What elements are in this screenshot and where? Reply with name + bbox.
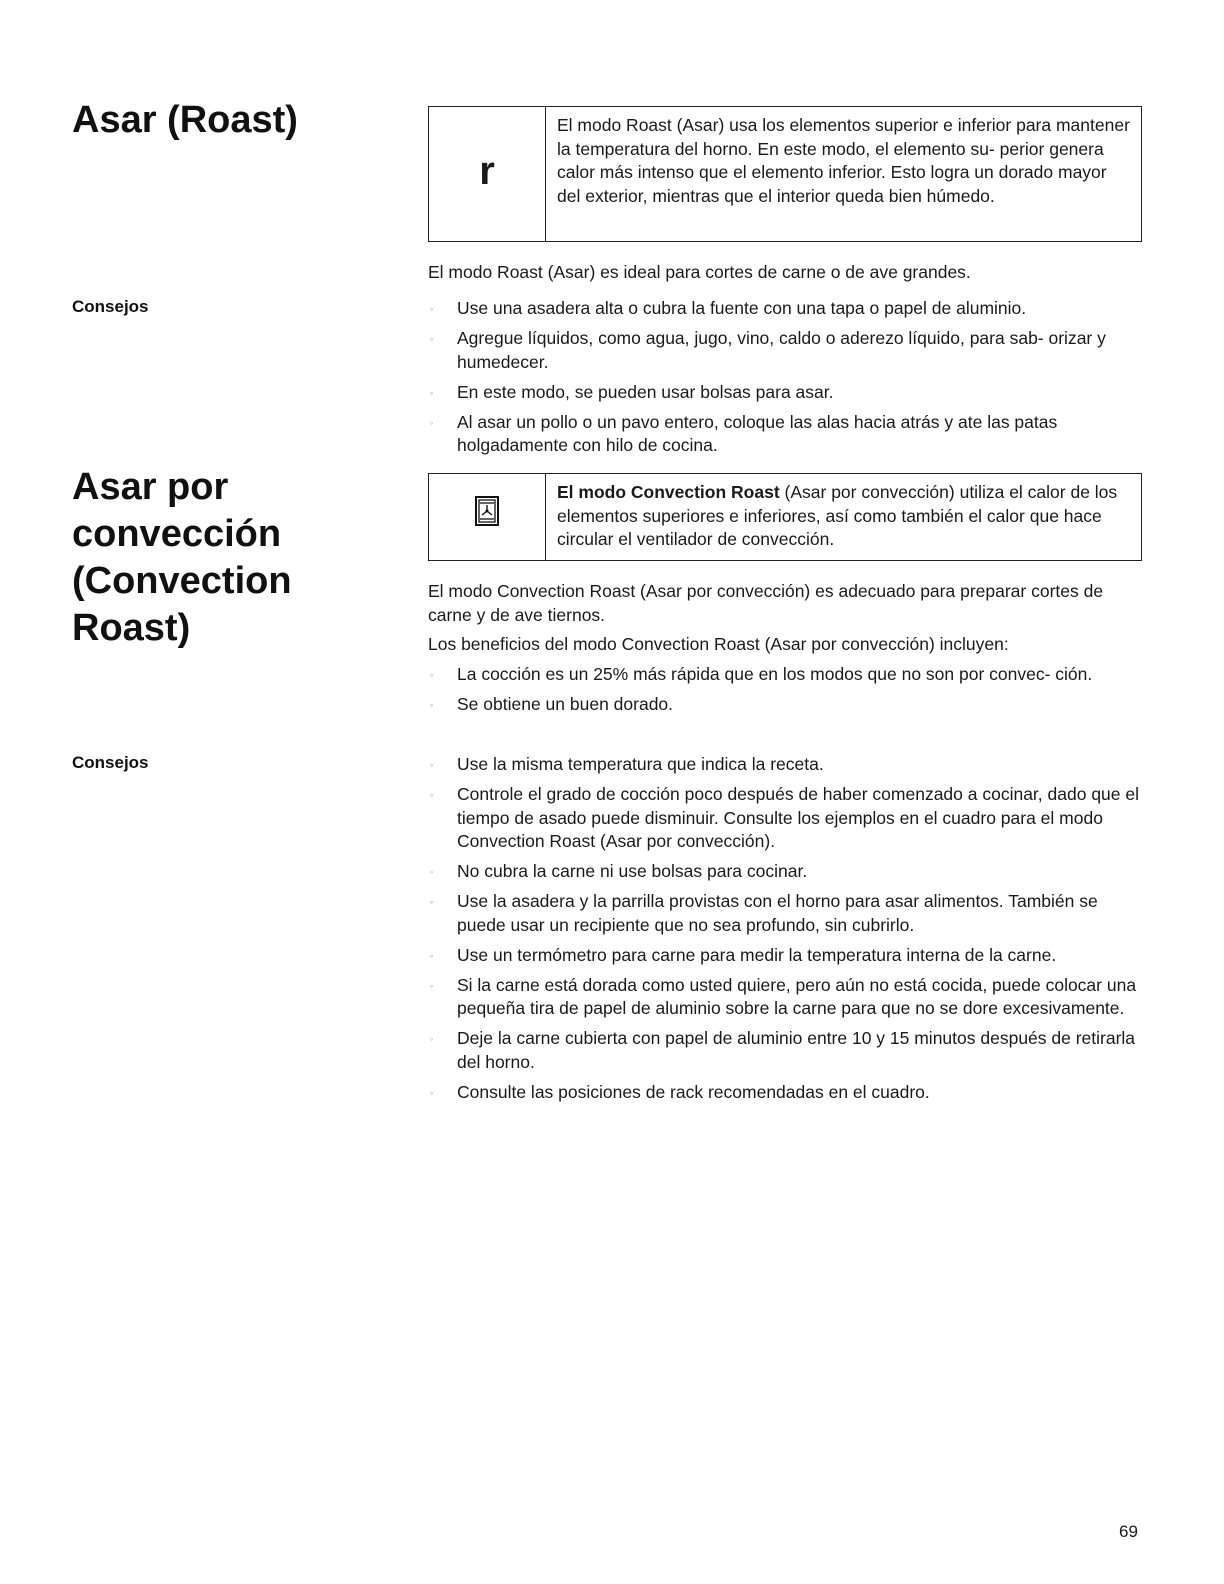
convection-heading: Asar por convección (Convection Roast) bbox=[72, 466, 292, 649]
list-item: ◦ Use una asadera alta o cubra la fuente con una tapa o papel de aluminio. bbox=[428, 297, 1142, 321]
bullet-icon: ◦ bbox=[430, 790, 434, 800]
list-item: ◦ Agregue líquidos, como agua, jugo, vino, caldo o aderezo líquido, para sab- orizar y humedecer. bbox=[430, 328, 1106, 372]
roast-heading: Asar (Roast) bbox=[72, 99, 298, 141]
convection-benefits-intro: Los beneficios del modo Convection Roast (Asar por convección) incluyen: bbox=[428, 634, 1009, 654]
roast-box-text: El modo Roast (Asar) usa los elementos superior e inferior para mantener la temperatura del horno. En este modo, el elemento su- perior genera calor más intenso que el elemento inferior. Esto logra un dorado mayor del exterior, mientras que el interior queda bien húmedo. bbox=[557, 115, 1130, 206]
roast-icon-cell bbox=[429, 107, 546, 241]
roast-mode-icon: r bbox=[479, 148, 495, 193]
list-item: ◦ No cubra la carne ni use bolsas para cocinar. bbox=[428, 860, 1142, 884]
roast-intro: El modo Roast (Asar) es ideal para cortes de carne o de ave grandes. bbox=[428, 262, 971, 282]
bullet-icon: ◦ bbox=[430, 417, 434, 428]
list-item: ◦ Use la asadera y la parrilla provistas con el horno para asar alimentos. También se puede usar un recipiente que no sea profundo, sin cubrirlo. bbox=[430, 891, 1098, 935]
bullet-icon: ◦ bbox=[430, 334, 434, 344]
bullet-icon: ◦ bbox=[430, 950, 434, 961]
bullet-icon: ◦ bbox=[430, 760, 434, 770]
convection-intro: El modo Convection Roast (Asar por convección) es adecuado para preparar cortes de carne y de ave tiernos. bbox=[428, 581, 1104, 625]
convection-tips-label: Consejos bbox=[72, 753, 149, 772]
list-item: ◦ Deje la carne cubierta con papel de aluminio entre 10 y 15 minutos después de retirarla del horno. bbox=[430, 1028, 1136, 1072]
bullet-icon: ◦ bbox=[430, 867, 434, 877]
list-item: ◦ Consulte las posiciones de rack recomendadas en el cuadro. bbox=[428, 1081, 1142, 1105]
page-number: 69 bbox=[1119, 1522, 1138, 1541]
roast-tips-label: Consejos bbox=[72, 297, 149, 316]
convection-box-bold: El modo Convection Roast bbox=[557, 482, 780, 502]
list-item: ◦ En este modo, se pueden usar bolsas para asar. bbox=[428, 381, 1142, 405]
bullet-icon: ◦ bbox=[430, 700, 434, 710]
roast-tips-list bbox=[428, 297, 1142, 464]
list-item: ◦ Se obtiene un buen dorado. bbox=[428, 693, 1142, 717]
list-item: ◦ Controle el grado de cocción poco después de haber comenzado a cocinar, dado que el tiempo de asado puede disminuir. Consulte los ejemplos en el cuadro para el modo Convection Roast (Asar por convección). bbox=[430, 784, 1139, 851]
list-item: ◦ La cocción es un 25% más rápida que en los modos que no son por convec- ción. bbox=[428, 663, 1142, 687]
bullet-icon: ◦ bbox=[430, 387, 434, 398]
bullet-icon: ◦ bbox=[430, 1034, 434, 1044]
list-item: ◦ Al asar un pollo o un pavo entero, coloque las alas hacia atrás y ate las patas holgadamente con hilo de cocina. bbox=[430, 411, 1058, 455]
bullet-icon: ◦ bbox=[430, 1087, 434, 1098]
bullet-icon: ◦ bbox=[430, 304, 434, 314]
bullet-icon: ◦ bbox=[430, 980, 434, 991]
convection-fan-icon bbox=[475, 496, 499, 526]
convection-benefits-list bbox=[428, 663, 1142, 723]
convection-tips-list bbox=[428, 753, 1142, 1111]
roast-info-box bbox=[428, 106, 1142, 242]
bullet-icon: ◦ bbox=[430, 670, 434, 680]
convection-box-text bbox=[546, 474, 1141, 560]
list-item: ◦ Si la carne está dorada como usted quiere, pero aún no está cocida, puede colocar una pequeña tira de papel de aluminio sobre la carne para que no se dore excesivamente. bbox=[430, 974, 1137, 1018]
list-item: ◦ Use un termómetro para carne para medir la temperatura interna de la carne. bbox=[428, 944, 1142, 968]
convection-box-rest: (Asar por convección) utiliza el calor de los elementos superiores e inferiores, así como también el calor que hace circular el ventilador de convección. bbox=[557, 482, 1118, 549]
list-item: ◦ Use la misma temperatura que indica la receta. bbox=[428, 753, 1142, 777]
convection-info-box bbox=[428, 473, 1142, 561]
bullet-icon: ◦ bbox=[430, 897, 434, 907]
convection-icon-cell bbox=[429, 474, 546, 560]
